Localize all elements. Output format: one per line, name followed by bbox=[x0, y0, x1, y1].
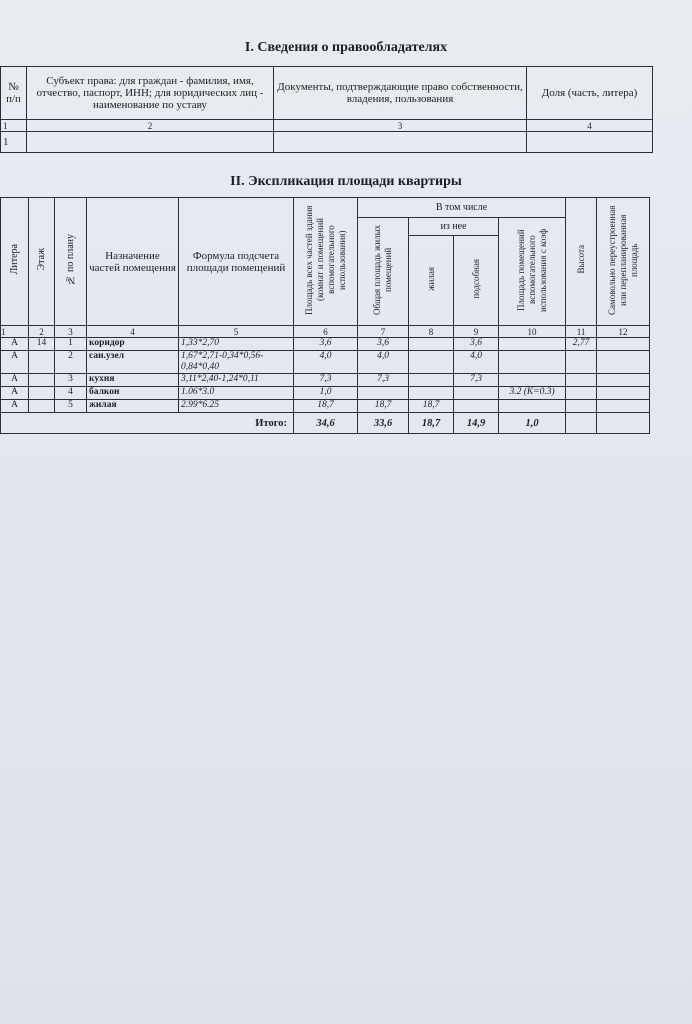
cell-rebuilt bbox=[597, 400, 650, 413]
table-row bbox=[1, 338, 650, 351]
cell-height bbox=[566, 351, 597, 374]
total-living: 18,7 bbox=[409, 413, 454, 434]
col-number: 1 bbox=[1, 120, 27, 132]
section-owners-title: I. Сведения о правообладателях bbox=[244, 40, 448, 55]
cell-total-area: 4,0 bbox=[294, 351, 358, 374]
cell-aux-coef bbox=[499, 400, 566, 413]
cell-plan-no: 2 bbox=[55, 351, 87, 374]
cell-aux-coef bbox=[499, 374, 566, 387]
col-number: 9 bbox=[454, 326, 499, 338]
cell-living-area: 3,6 bbox=[358, 338, 409, 351]
cell-total-area: 1,0 bbox=[294, 387, 358, 400]
cell-total-area: 3,6 bbox=[294, 338, 358, 351]
cell-living bbox=[409, 374, 454, 387]
header-living-total: Общая площадь жилых помещений bbox=[358, 218, 409, 326]
header-rebuilt-area: Самовольно переустроенная или перепланированная площадь bbox=[597, 198, 650, 326]
cell-rebuilt bbox=[597, 374, 650, 387]
header-height: Высота bbox=[566, 198, 597, 326]
column-numbers-row bbox=[1, 326, 650, 338]
cell-documents bbox=[274, 132, 527, 153]
header-documents: Документы, подтверждающие право собственности, владения, пользования bbox=[274, 67, 527, 120]
cell-aux: 4,0 bbox=[454, 351, 499, 374]
header-formula: Формула подсчета площади помещений bbox=[179, 198, 294, 326]
table-row bbox=[1, 387, 650, 400]
cell-formula: 1,33*2,70 bbox=[179, 338, 294, 351]
col-number: 11 bbox=[566, 326, 597, 338]
cell-aux: 7,3 bbox=[454, 374, 499, 387]
cell-living-area: 18,7 bbox=[358, 400, 409, 413]
cell-purpose: коридор bbox=[87, 338, 179, 351]
col-number: 1 bbox=[1, 326, 29, 338]
cell-plan-no: 4 bbox=[55, 387, 87, 400]
header-aux: подсобная bbox=[454, 236, 499, 326]
cell-purpose: кухня bbox=[87, 374, 179, 387]
header-of-it: из нее bbox=[409, 218, 499, 236]
cell-purpose: сан.узел bbox=[87, 351, 179, 374]
cell-floor bbox=[29, 374, 55, 387]
cell-plan-no: 1 bbox=[55, 338, 87, 351]
total-aux: 14,9 bbox=[454, 413, 499, 434]
cell-aux-coef bbox=[499, 351, 566, 374]
total-area: 34,6 bbox=[294, 413, 358, 434]
col-number: 2 bbox=[27, 120, 274, 132]
header-aux-coef: Площадь помещений вспомогательного использования с коэф bbox=[499, 218, 566, 326]
cell-living bbox=[409, 387, 454, 400]
cell-litera: А bbox=[1, 387, 29, 400]
cell-subject bbox=[27, 132, 274, 153]
table-row bbox=[1, 351, 650, 374]
cell-aux-coef: 3.2 (К=0.3) bbox=[499, 387, 566, 400]
cell-floor bbox=[29, 351, 55, 374]
total-aux-coef: 1,0 bbox=[499, 413, 566, 434]
header-litera: Литера bbox=[1, 198, 29, 326]
cell-purpose: балкон bbox=[87, 387, 179, 400]
cell-total-area: 18,7 bbox=[294, 400, 358, 413]
cell-living bbox=[409, 351, 454, 374]
col-number: 8 bbox=[409, 326, 454, 338]
explication-table bbox=[0, 197, 650, 434]
total-row bbox=[1, 413, 650, 434]
owners-table bbox=[0, 66, 653, 153]
col-number: 10 bbox=[499, 326, 566, 338]
cell-litera: А bbox=[1, 400, 29, 413]
cell-total-area: 7,3 bbox=[294, 374, 358, 387]
total-living-area: 33,6 bbox=[358, 413, 409, 434]
col-number: 7 bbox=[358, 326, 409, 338]
cell-height: 2,77 bbox=[566, 338, 597, 351]
cell-aux bbox=[454, 387, 499, 400]
cell-plan-no: 5 bbox=[55, 400, 87, 413]
cell-litera: А bbox=[1, 374, 29, 387]
cell-height bbox=[566, 387, 597, 400]
total-label: Итого: bbox=[1, 413, 294, 434]
cell-floor bbox=[29, 387, 55, 400]
col-number: 2 bbox=[29, 326, 55, 338]
total-rebuilt bbox=[597, 413, 650, 434]
cell-num: 1 bbox=[1, 132, 27, 153]
cell-living-area bbox=[358, 387, 409, 400]
section-explication-title: II. Экспликация площади квартиры bbox=[230, 174, 462, 189]
header-living: жилая bbox=[409, 236, 454, 326]
cell-floor: 14 bbox=[29, 338, 55, 351]
cell-litera: А bbox=[1, 338, 29, 351]
header-including: В том числе bbox=[358, 198, 566, 218]
header-total-area: Площадь всех частей здания (комнат и помещений вспомогательного использования) bbox=[294, 198, 358, 326]
header-plan-no: № по плану bbox=[55, 198, 87, 326]
header-num: № п/п bbox=[1, 67, 27, 120]
header-subject: Субъект права: для граждан - фамилия, имя, отчество, паспорт, ИНН; для юридических лиц - наименование по уставу bbox=[27, 67, 274, 120]
header-floor: Этаж bbox=[29, 198, 55, 326]
col-number: 12 bbox=[597, 326, 650, 338]
header-purpose: Назначение частей помещения bbox=[87, 198, 179, 326]
col-number: 6 bbox=[294, 326, 358, 338]
cell-height bbox=[566, 374, 597, 387]
cell-living-area: 7,3 bbox=[358, 374, 409, 387]
col-number: 3 bbox=[274, 120, 527, 132]
cell-plan-no: 3 bbox=[55, 374, 87, 387]
cell-aux-coef bbox=[499, 338, 566, 351]
cell-formula: 1,67*2,71-0,34*0,56-0,84*0,40 bbox=[179, 351, 294, 374]
cell-formula: 1.06*3.0 bbox=[179, 387, 294, 400]
table-row bbox=[1, 132, 653, 153]
col-number: 4 bbox=[87, 326, 179, 338]
cell-aux: 3,6 bbox=[454, 338, 499, 351]
cell-rebuilt bbox=[597, 387, 650, 400]
col-number: 4 bbox=[527, 120, 653, 132]
table-row bbox=[1, 374, 650, 387]
col-number: 5 bbox=[179, 326, 294, 338]
cell-rebuilt bbox=[597, 351, 650, 374]
cell-floor bbox=[29, 400, 55, 413]
table-row bbox=[1, 400, 650, 413]
cell-rebuilt bbox=[597, 338, 650, 351]
cell-living: 18,7 bbox=[409, 400, 454, 413]
cell-share bbox=[527, 132, 653, 153]
cell-formula: 2.99*6.25 bbox=[179, 400, 294, 413]
cell-aux bbox=[454, 400, 499, 413]
header-share: Доля (часть, литера) bbox=[527, 67, 653, 120]
total-height bbox=[566, 413, 597, 434]
cell-purpose: жилая bbox=[87, 400, 179, 413]
cell-living-area: 4,0 bbox=[358, 351, 409, 374]
cell-formula: 3,11*2,40-1,24*0,11 bbox=[179, 374, 294, 387]
cell-height bbox=[566, 400, 597, 413]
cell-living bbox=[409, 338, 454, 351]
cell-litera: А bbox=[1, 351, 29, 374]
col-number: 3 bbox=[55, 326, 87, 338]
